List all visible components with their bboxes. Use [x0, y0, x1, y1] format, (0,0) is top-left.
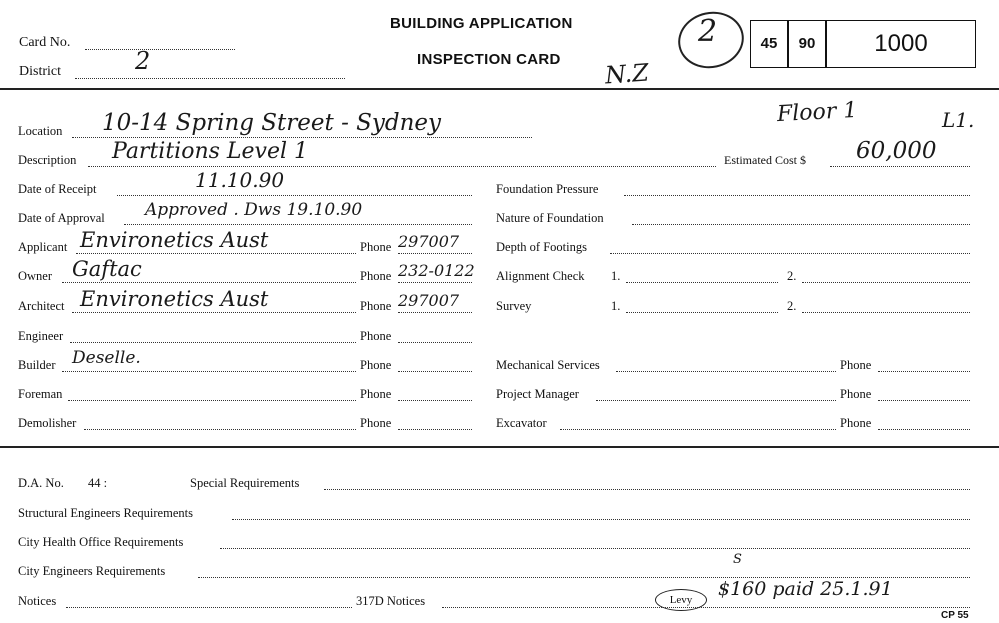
applicant-phone: 297007	[398, 232, 460, 251]
foreman-phone-line	[398, 400, 472, 401]
health-line	[220, 548, 970, 549]
excavator-phone-line	[878, 429, 970, 430]
excavator-label: Excavator	[496, 416, 547, 430]
estimated-cost-line	[830, 166, 970, 167]
foundation-pressure-label: Foundation Pressure	[496, 182, 599, 196]
alignment-2-line	[802, 282, 970, 283]
alignment-check-label: Alignment Check	[496, 269, 585, 283]
annotation-nz: N.Z	[604, 58, 650, 90]
box-45: 45	[750, 20, 788, 68]
location-line	[72, 137, 532, 138]
mechanical-phone-label: Phone	[840, 358, 872, 372]
date-receipt-label: Date of Receipt	[18, 182, 97, 196]
nature-foundation-line	[632, 224, 970, 225]
owner-value: Gaftac	[72, 257, 142, 281]
structural-label: Structural Engineers Requirements	[18, 506, 193, 520]
date-approval-label: Date of Approval	[18, 211, 105, 225]
owner-phone: 232-0122	[398, 261, 475, 280]
architect-value: Environetics Aust	[80, 287, 269, 311]
depth-footings-label: Depth of Footings	[496, 240, 587, 254]
applicant-label: Applicant	[18, 240, 68, 254]
location-value: 10-14 Spring Street - Sydney	[102, 110, 442, 136]
notices-label: Notices	[18, 594, 57, 608]
location-label: Location	[18, 124, 63, 138]
builder-label: Builder	[18, 358, 56, 372]
applicant-phone-label: Phone	[360, 240, 392, 254]
mechanical-phone-line	[878, 371, 970, 372]
special-line	[324, 489, 970, 490]
title-line1: BUILDING APPLICATION	[390, 15, 573, 32]
district-value: 2	[135, 47, 151, 75]
foreman-line	[68, 400, 356, 401]
owner-phone-line	[398, 282, 472, 283]
project-manager-line	[596, 400, 836, 401]
architect-phone-line	[398, 312, 472, 313]
date-approval-value: Approved . Dws 19.10.90	[145, 200, 363, 220]
survey-2-line	[802, 312, 970, 313]
builder-phone-line	[398, 371, 472, 372]
notices-line	[66, 607, 352, 608]
circled-number: 2	[698, 14, 718, 49]
form-code: CP 55	[941, 610, 969, 621]
date-receipt-value: 11.10.90	[195, 168, 285, 192]
project-manager-label: Project Manager	[496, 387, 579, 401]
city-eng-label: City Engineers Requirements	[18, 564, 166, 578]
floor-note: Floor 1	[776, 97, 858, 128]
architect-phone-label: Phone	[360, 299, 392, 313]
demolisher-line	[84, 429, 356, 430]
foundation-pressure-line	[624, 195, 970, 196]
survey-2-label: 2.	[787, 299, 797, 313]
applicant-line	[76, 253, 356, 254]
owner-phone-label: Phone	[360, 269, 392, 283]
middle-rule	[0, 446, 999, 448]
foreman-label: Foreman	[18, 387, 63, 401]
alignment-1-label: 1.	[611, 269, 621, 283]
alignment-1-line	[626, 282, 778, 283]
engineer-phone-label: Phone	[360, 329, 392, 343]
levy-note: $160 paid 25.1.91	[718, 578, 893, 600]
estimated-cost-value: 60,000	[856, 138, 937, 164]
date-receipt-line	[117, 195, 472, 196]
title-line2: INSPECTION CARD	[417, 51, 561, 68]
date-approval-line	[124, 224, 472, 225]
architect-label: Architect	[18, 299, 65, 313]
excavator-line	[560, 429, 836, 430]
nature-foundation-label: Nature of Foundation	[496, 211, 604, 225]
card-no-line	[85, 49, 235, 50]
survey-label: Survey	[496, 299, 532, 313]
foreman-phone-label: Phone	[360, 387, 392, 401]
card-no-label: Card No.	[19, 35, 71, 50]
description-line	[88, 166, 716, 167]
alignment-2-label: 2.	[787, 269, 797, 283]
special-label: Special Requirements	[190, 476, 300, 490]
structural-line	[232, 519, 970, 520]
mechanical-line	[616, 371, 836, 372]
builder-value: Deselle.	[72, 348, 141, 368]
project-manager-phone-label: Phone	[840, 387, 872, 401]
box-90: 90	[788, 20, 826, 68]
builder-line	[62, 371, 356, 372]
description-value: Partitions Level 1	[112, 139, 309, 164]
architect-phone: 297007	[398, 291, 460, 310]
builder-phone-label: Phone	[360, 358, 392, 372]
estimated-cost-label: Estimated Cost $	[724, 153, 806, 167]
survey-1-line	[626, 312, 778, 313]
box-1000: 1000	[826, 20, 976, 68]
district-line	[75, 78, 345, 79]
excavator-phone-label: Phone	[840, 416, 872, 430]
applicant-value: Environetics Aust	[80, 228, 269, 252]
notices317-label: 317D Notices	[356, 594, 426, 608]
floor-note2: L1.	[942, 108, 975, 132]
depth-footings-line	[610, 253, 970, 254]
demolisher-phone-label: Phone	[360, 416, 392, 430]
notices317-line	[442, 607, 970, 608]
header-rule	[0, 88, 999, 90]
demolisher-phone-line	[398, 429, 472, 430]
owner-line	[62, 282, 356, 283]
levy-note-s: S	[733, 552, 742, 567]
da-value: 44 :	[88, 476, 108, 490]
engineer-label: Engineer	[18, 329, 64, 343]
owner-label: Owner	[18, 269, 53, 283]
engineer-phone-line	[398, 342, 472, 343]
levy-stamp: Levy	[655, 589, 707, 611]
da-label: D.A. No.	[18, 476, 64, 490]
engineer-line	[70, 342, 356, 343]
demolisher-label: Demolisher	[18, 416, 77, 430]
district-label: District	[19, 64, 61, 79]
architect-line	[72, 312, 356, 313]
project-manager-phone-line	[878, 400, 970, 401]
survey-1-label: 1.	[611, 299, 621, 313]
description-label: Description	[18, 153, 77, 167]
applicant-phone-line	[398, 253, 472, 254]
health-label: City Health Office Requirements	[18, 535, 184, 549]
mechanical-label: Mechanical Services	[496, 358, 600, 372]
